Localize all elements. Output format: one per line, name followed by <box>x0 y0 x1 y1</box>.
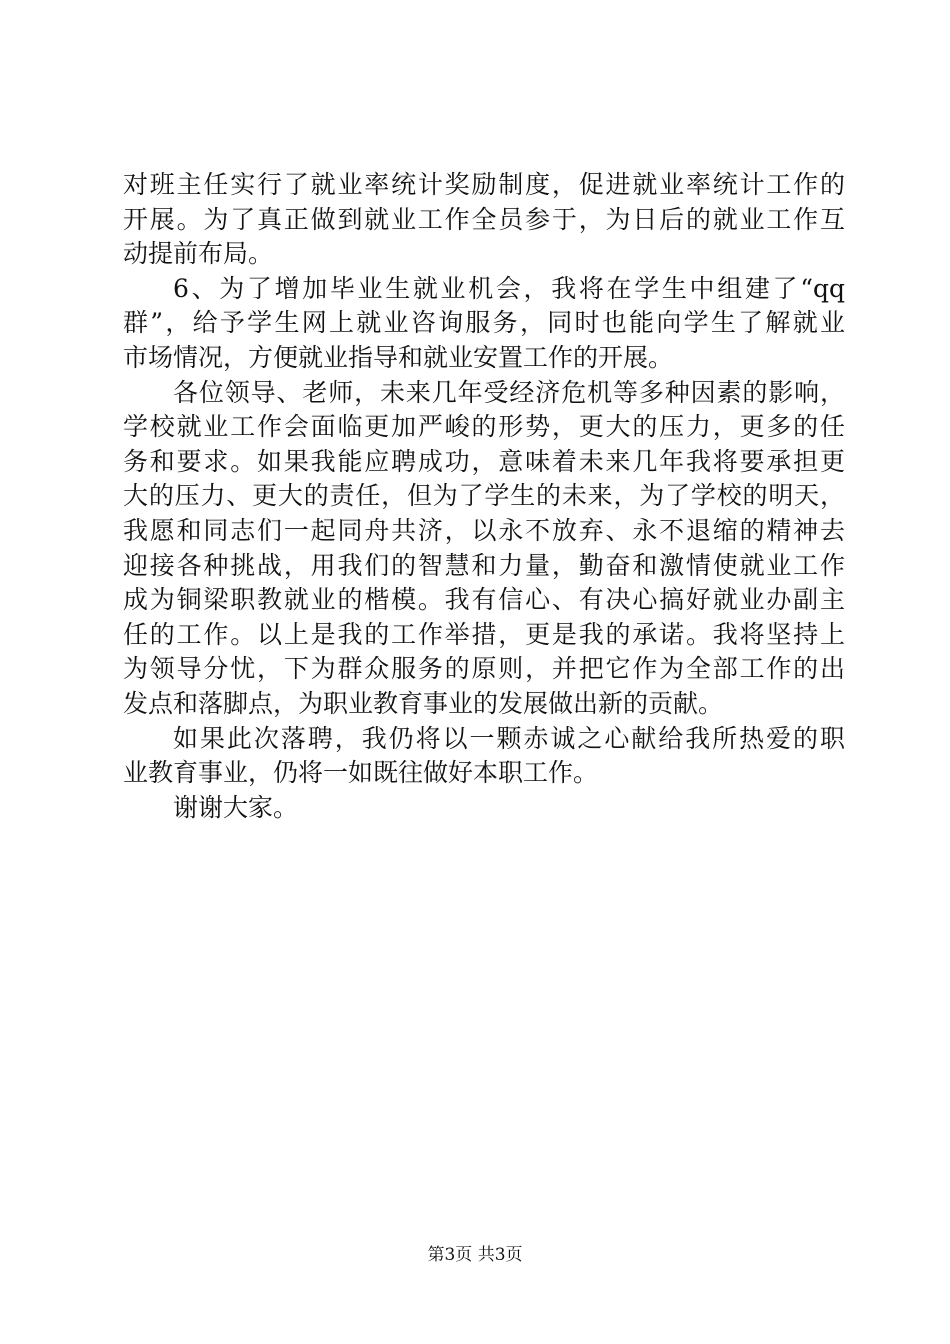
paragraph-3 <box>123 376 845 722</box>
text-line: 迎接各种挑战，用我们的智慧和力量，勤奋和激情使就业工作 <box>123 550 845 580</box>
text-line: 动提前布局。 <box>123 239 274 269</box>
text-line: 业教育事业，仍将一如既往做好本职工作。 <box>123 758 599 788</box>
text-line: 对班主任实行了就业率统计奖励制度，促进就业率统计工作的 <box>123 170 845 199</box>
text-line: 6、为了增加毕业生就业机会，我将在学生中组建了“qq <box>173 273 845 303</box>
text-line: 开展。为了真正做到就业工作全员参于，为日后的就业工作互 <box>123 204 845 234</box>
paragraph-2 <box>123 272 845 376</box>
document-body <box>123 168 845 825</box>
text-line: 如果此次落聘，我仍将以一颗赤诚之心献给我所热爱的职 <box>173 723 845 753</box>
text-line: 谢谢大家。 <box>173 792 299 822</box>
text-line: 学校就业工作会面临更加严峻的形势，更大的压力，更多的任 <box>123 412 845 442</box>
text-line: 成为铜梁职教就业的楷模。我有信心、有决心搞好就业办副主 <box>123 585 845 615</box>
text-line: 市场情况，方便就业指导和就业安置工作的开展。 <box>123 342 674 372</box>
text-line: 各位领导、老师，未来几年受经济危机等多种因素的影响， <box>173 377 845 407</box>
paragraph-4 <box>123 722 845 791</box>
paragraph-5 <box>123 791 845 826</box>
text-line: 群”，给予学生网上就业咨询服务，同时也能向学生了解就业 <box>123 308 845 338</box>
text-line: 大的压力、更大的责任，但为了学生的未来，为了学校的明天， <box>123 481 845 511</box>
paragraph-1 <box>123 168 845 272</box>
text-line: 任的工作。以上是我的工作举措，更是我的承诺。我将坚持上 <box>123 619 845 649</box>
text-line: 发点和落脚点，为职业教育事业的发展做出新的贡献。 <box>123 688 724 718</box>
text-line: 务和要求。如果我能应聘成功，意味着未来几年我将要承担更 <box>123 446 845 476</box>
page-number-footer: 第3页 共3页 <box>427 1245 523 1265</box>
text-line: 为领导分忧，下为群众服务的原则，并把它作为全部工作的出 <box>123 654 845 684</box>
text-line: 我愿和同志们一起同舟共济，以永不放弃、永不退缩的精神去 <box>123 515 845 545</box>
